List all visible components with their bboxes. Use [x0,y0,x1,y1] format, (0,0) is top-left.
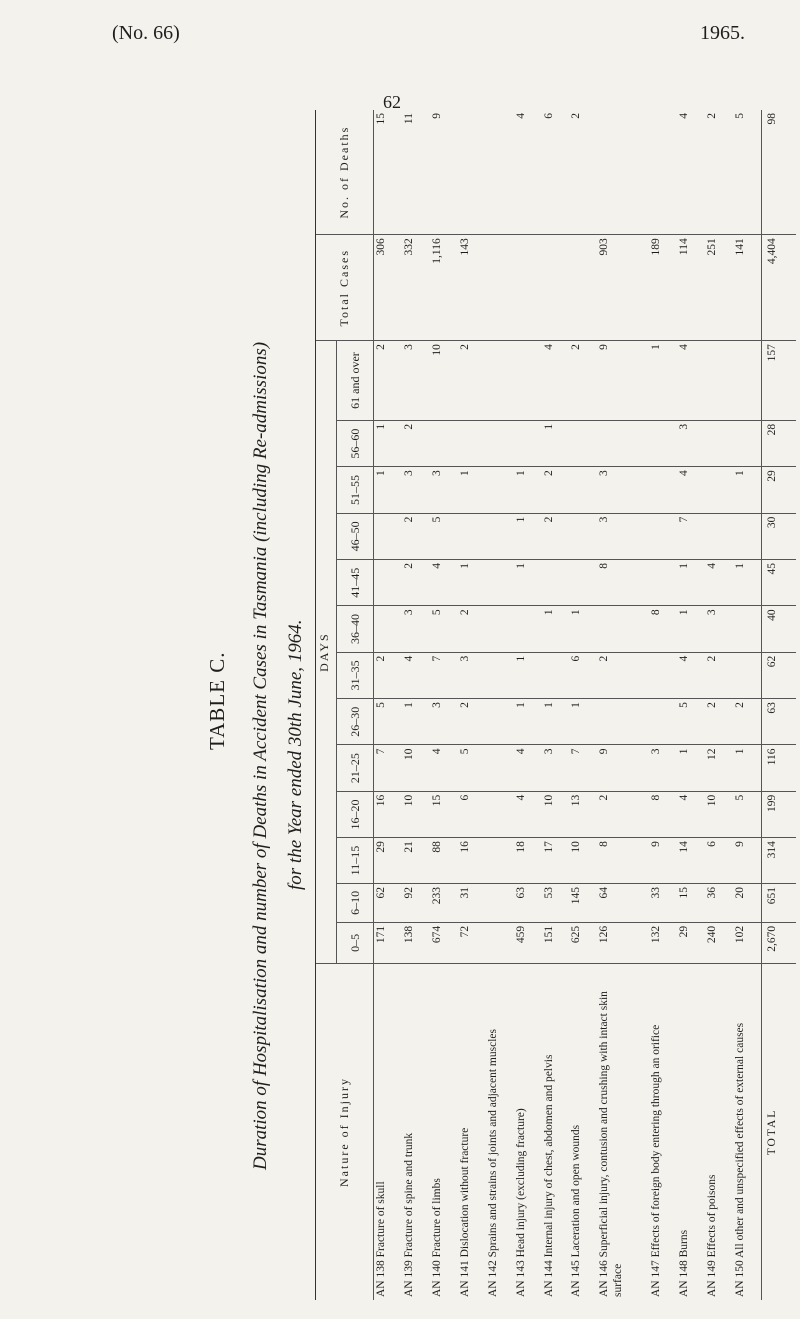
value-cell: 4 [542,341,570,421]
value-cell: 1 [677,745,705,791]
value-cell: 10 [705,791,733,837]
value-cell [486,883,514,922]
value-cell: 11 [402,110,430,235]
value-cell [705,341,733,421]
value-cell [569,513,597,559]
value-cell: 10 [402,791,430,837]
value-cell: 332 [402,235,430,341]
value-cell: 16 [374,791,403,837]
value-cell [514,420,542,466]
value-cell: 102 [733,922,762,963]
value-cell [705,467,733,513]
value-cell: 72 [458,922,486,963]
value-cell: 151 [542,922,570,963]
header-day-7: 36–40 [337,606,374,652]
value-cell: 5 [733,110,762,235]
value-cell: 8 [649,791,677,837]
header-deaths: No. of Deaths [316,110,374,235]
value-cell [486,922,514,963]
value-cell: 2 [569,110,597,235]
total-cell: 28 [762,420,796,466]
value-cell [486,341,514,421]
value-cell [486,699,514,745]
value-cell: 10 [542,791,570,837]
injury-name: Burns [678,1229,691,1258]
header-day-6: 31–35 [337,652,374,698]
total-cell: 30 [762,513,796,559]
injury-name: Effects of foreign body entering through an orifice [650,1024,663,1258]
table-row [430,110,458,1300]
value-cell: 1 [374,420,403,466]
total-label: TOTAL [762,964,796,1301]
value-cell: 4 [677,110,705,235]
injury-code: AN 141 [458,1260,471,1297]
value-cell: 2 [458,606,486,652]
injury-name: Laceration and open wounds [570,1124,583,1258]
value-cell: 251 [705,235,733,341]
header-day-12: 61 and over [337,341,374,421]
header-day-1: 6–10 [337,883,374,922]
value-cell [649,110,677,235]
value-cell: 4 [514,110,542,235]
value-cell: 1 [514,513,542,559]
value-cell: 306 [374,235,403,341]
value-cell: 1 [569,606,597,652]
value-cell: 15 [430,791,458,837]
injury-code: AN 147 [650,1260,663,1297]
value-cell: 2 [569,341,597,421]
value-cell [705,420,733,466]
value-cell: 4 [677,467,705,513]
injury-code: AN 148 [678,1260,691,1297]
value-cell: 132 [649,922,677,963]
injury-cell [733,964,762,1301]
injury-cell [486,964,514,1301]
injury-cell [677,964,705,1301]
value-cell: 14 [677,838,705,884]
total-cell: 157 [762,341,796,421]
value-cell [486,560,514,606]
value-cell: 21 [402,838,430,884]
injury-code: AN 143 [514,1260,527,1297]
table-row [597,110,649,1300]
value-cell: 674 [430,922,458,963]
value-cell: 2 [597,791,649,837]
value-cell: 16 [458,838,486,884]
value-cell: 7 [677,513,705,559]
value-cell: 63 [514,883,542,922]
value-cell [486,235,514,341]
value-cell: 9 [649,838,677,884]
total-cell: 40 [762,606,796,652]
header-day-8: 41–45 [337,560,374,606]
injury-name: All other and unspecified effects of external causes [733,1022,746,1258]
injury-cell [402,964,430,1301]
value-cell: 4 [705,560,733,606]
header-nature: Nature of Injury [316,964,374,1301]
total-cell: 651 [762,883,796,922]
value-cell: 6 [542,110,570,235]
total-cell: 2,670 [762,922,796,963]
value-cell: 2 [733,699,762,745]
value-cell [374,606,403,652]
value-cell: 2 [542,467,570,513]
value-cell: 4 [430,745,458,791]
value-cell [597,420,649,466]
document-year: 1965. [700,22,745,44]
value-cell [597,699,649,745]
value-cell [597,110,649,235]
data-table [316,110,796,1300]
value-cell: 3 [677,420,705,466]
value-cell [486,467,514,513]
header-day-9: 46–50 [337,513,374,559]
value-cell: 5 [677,699,705,745]
value-cell: 31 [458,883,486,922]
value-cell [649,699,677,745]
value-cell: 6 [569,652,597,698]
injury-name: Superficial injury, contusion and crushing with intact skin surface [598,991,624,1297]
value-cell [569,235,597,341]
value-cell: 3 [402,606,430,652]
value-cell [486,420,514,466]
value-cell: 10 [430,341,458,421]
value-cell: 3 [430,467,458,513]
injury-cell [649,964,677,1301]
value-cell: 92 [402,883,430,922]
value-cell: 2 [705,652,733,698]
value-cell: 1 [542,606,570,652]
value-cell: 233 [430,883,458,922]
value-cell: 143 [458,235,486,341]
value-cell: 2 [402,420,430,466]
injury-cell [542,964,570,1301]
value-cell: 2 [458,699,486,745]
value-cell: 2 [597,652,649,698]
table-row [402,110,430,1300]
value-cell: 2 [458,341,486,421]
value-cell [542,235,570,341]
table-row [733,110,762,1300]
table-row [486,110,514,1300]
value-cell: 29 [374,838,403,884]
injury-code: AN 140 [431,1260,444,1297]
value-cell: 15 [677,883,705,922]
value-cell: 9 [597,341,649,421]
value-cell: 2 [705,699,733,745]
table-row [514,110,542,1300]
value-cell: 4 [514,791,542,837]
injury-code: AN 150 [733,1260,746,1297]
total-row [762,110,796,1300]
value-cell [542,560,570,606]
value-cell: 1 [458,467,486,513]
value-cell: 240 [705,922,733,963]
value-cell: 4 [402,652,430,698]
value-cell [486,791,514,837]
header-day-3: 16–20 [337,791,374,837]
value-cell: 1 [649,341,677,421]
value-cell [733,420,762,466]
header-day-10: 51–55 [337,467,374,513]
table-row [649,110,677,1300]
value-cell [514,606,542,652]
value-cell: 7 [430,652,458,698]
injury-cell [430,964,458,1301]
value-cell: 29 [677,922,705,963]
value-cell: 1 [542,420,570,466]
value-cell: 3 [597,467,649,513]
value-cell: 1 [733,560,762,606]
injury-name: Fracture of spine and trunk [403,1132,416,1258]
injury-cell [597,964,649,1301]
value-cell: 145 [569,883,597,922]
value-cell [458,420,486,466]
table-title-line1: Duration of Hospitalisation and number of Deaths in Accident Cases in Tasmania (including Re-admissions) [250,341,271,1170]
value-cell: 4 [677,341,705,421]
injury-name: Head injury (excluding fracture) [514,1108,527,1258]
value-cell: 1 [514,560,542,606]
value-cell [569,420,597,466]
table-title-line2: for the Year ended 30th June, 1964. [285,619,306,890]
value-cell [514,341,542,421]
value-cell [597,606,649,652]
value-cell: 6 [705,838,733,884]
value-cell: 1 [542,699,570,745]
value-cell: 126 [597,922,649,963]
value-cell: 138 [402,922,430,963]
header-day-2: 11–15 [337,838,374,884]
value-cell [733,341,762,421]
value-cell [569,560,597,606]
table-row [569,110,597,1300]
value-cell: 4 [677,791,705,837]
value-cell: 8 [649,606,677,652]
value-cell: 1 [458,560,486,606]
injury-name: Fracture of limbs [431,1178,444,1258]
value-cell: 2 [402,513,430,559]
value-cell: 15 [374,110,403,235]
table-row [677,110,705,1300]
document-number: (No. 66) [112,22,180,44]
value-cell: 17 [542,838,570,884]
value-cell: 5 [374,699,403,745]
value-cell: 12 [705,745,733,791]
value-cell [486,745,514,791]
value-cell: 18 [514,838,542,884]
value-cell: 114 [677,235,705,341]
value-cell: 9 [597,745,649,791]
injury-name: Internal injury of chest, abdomen and pelvis [542,1054,555,1258]
value-cell: 10 [402,745,430,791]
value-cell [514,235,542,341]
value-cell [649,467,677,513]
injury-cell [705,964,733,1301]
value-cell [374,513,403,559]
value-cell: 7 [569,745,597,791]
value-cell: 13 [569,791,597,837]
header-days: DAYS [316,341,337,964]
table-title-block [110,110,310,1300]
value-cell: 1 [514,652,542,698]
page-number: 62 [383,92,401,112]
value-cell: 5 [458,745,486,791]
value-cell [649,513,677,559]
value-cell: 4 [514,745,542,791]
header-day-5: 26–30 [337,699,374,745]
header-day-0: 0–5 [337,922,374,963]
value-cell: 3 [402,467,430,513]
value-cell: 64 [597,883,649,922]
value-cell: 3 [542,745,570,791]
value-cell: 53 [542,883,570,922]
value-cell: 5 [430,606,458,652]
table-row [542,110,570,1300]
value-cell: 62 [374,883,403,922]
value-cell [458,513,486,559]
injury-name: Dislocation without fracture [458,1127,471,1258]
value-cell: 171 [374,922,403,963]
injury-code: AN 138 [375,1260,387,1297]
injury-code: AN 146 [598,1260,611,1297]
value-cell: 3 [597,513,649,559]
total-cell: 98 [762,110,796,235]
value-cell: 36 [705,883,733,922]
value-cell: 4 [677,652,705,698]
value-cell: 8 [597,560,649,606]
value-cell [430,420,458,466]
header-total: Total Cases [316,235,374,341]
value-cell: 3 [705,606,733,652]
value-cell [486,838,514,884]
value-cell: 625 [569,922,597,963]
value-cell: 3 [402,341,430,421]
value-cell: 7 [374,745,403,791]
value-cell [649,560,677,606]
value-cell: 1 [514,699,542,745]
value-cell: 10 [569,838,597,884]
injury-name: Fracture of skull [375,1181,387,1258]
value-cell: 5 [733,791,762,837]
value-cell: 2 [705,110,733,235]
injury-code: AN 149 [706,1260,719,1297]
table-row [705,110,733,1300]
value-cell: 2 [402,560,430,606]
rotated-table-region [110,110,800,1300]
header-day-11: 56–60 [337,420,374,466]
value-cell: 1 [569,699,597,745]
value-cell: 9 [733,838,762,884]
total-cell: 4,404 [762,235,796,341]
injury-code: AN 145 [570,1260,583,1297]
value-cell: 1 [374,467,403,513]
value-cell: 6 [458,791,486,837]
table-frame [315,110,796,1300]
total-cell: 29 [762,467,796,513]
value-cell [486,513,514,559]
value-cell [486,652,514,698]
value-cell: 189 [649,235,677,341]
value-cell [569,467,597,513]
total-cell: 62 [762,652,796,698]
value-cell: 4 [430,560,458,606]
value-cell: 3 [458,652,486,698]
table-row [374,110,403,1300]
value-cell [733,513,762,559]
table-row [458,110,486,1300]
value-cell: 3 [649,745,677,791]
value-cell [458,110,486,235]
value-cell: 1 [514,467,542,513]
value-cell: 2 [374,341,403,421]
value-cell: 33 [649,883,677,922]
injury-cell [458,964,486,1301]
value-cell [649,420,677,466]
value-cell: 1 [402,699,430,745]
value-cell: 1 [733,467,762,513]
table-label: TABLE C. [205,651,229,750]
value-cell: 141 [733,235,762,341]
value-cell [705,513,733,559]
value-cell: 459 [514,922,542,963]
value-cell: 3 [430,699,458,745]
injury-cell [569,964,597,1301]
value-cell [733,652,762,698]
value-cell: 88 [430,838,458,884]
value-cell: 2 [374,652,403,698]
injury-code: AN 139 [403,1260,416,1297]
total-cell: 45 [762,560,796,606]
value-cell: 1 [733,745,762,791]
value-cell: 1 [677,560,705,606]
injury-name: Sprains and strains of joints and adjacent muscles [486,1029,499,1258]
value-cell: 1,116 [430,235,458,341]
injury-name: Effects of poisons [706,1174,719,1258]
value-cell [486,606,514,652]
value-cell: 20 [733,883,762,922]
injury-code: AN 142 [486,1260,499,1297]
value-cell [374,560,403,606]
injury-cell [514,964,542,1301]
value-cell [542,652,570,698]
total-cell: 116 [762,745,796,791]
value-cell: 1 [677,606,705,652]
total-cell: 199 [762,791,796,837]
injury-cell [374,964,403,1301]
header-day-4: 21–25 [337,745,374,791]
value-cell [733,606,762,652]
value-cell: 903 [597,235,649,341]
value-cell: 2 [542,513,570,559]
value-cell: 9 [430,110,458,235]
injury-code: AN 144 [542,1260,555,1297]
value-cell [649,652,677,698]
value-cell: 8 [597,838,649,884]
total-cell: 314 [762,838,796,884]
total-cell: 63 [762,699,796,745]
value-cell: 5 [430,513,458,559]
value-cell [486,110,514,235]
